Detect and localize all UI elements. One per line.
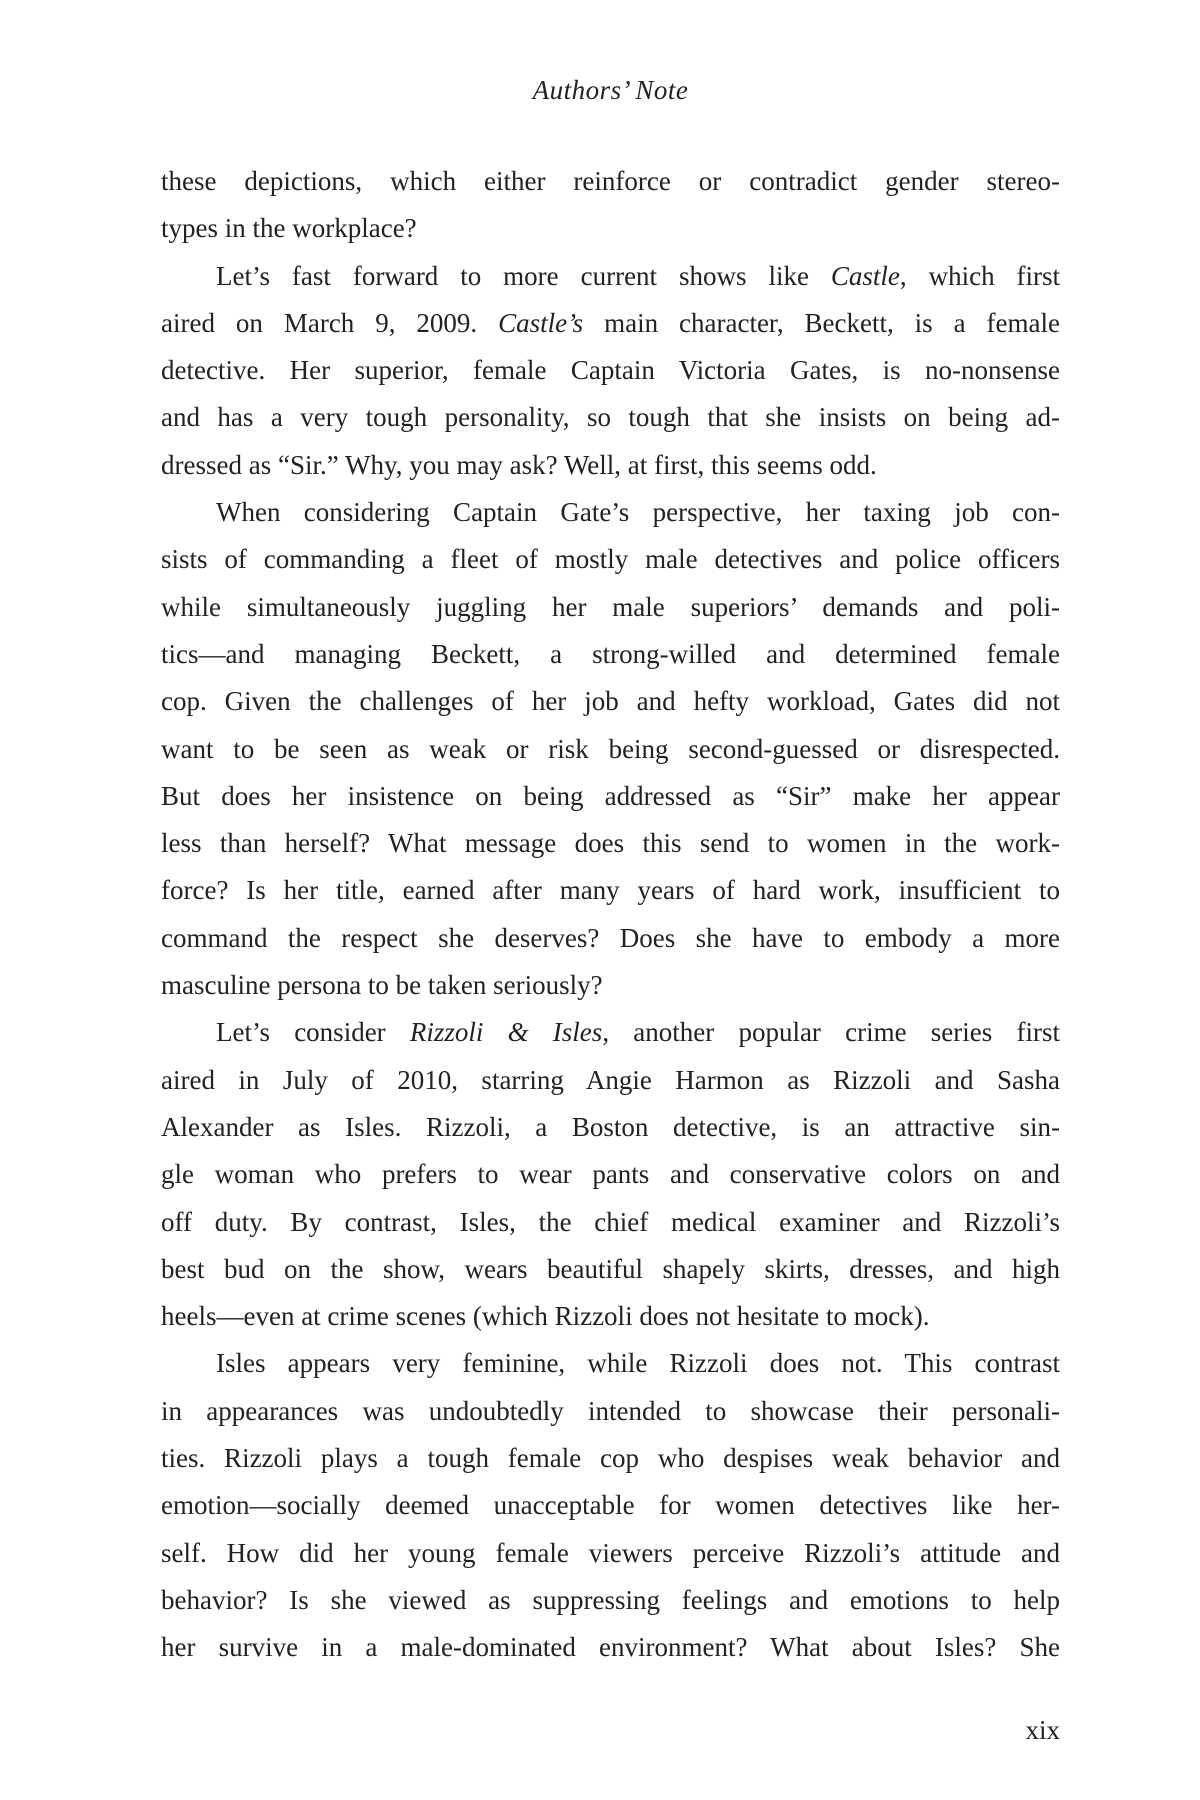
text-line [161,678,1060,725]
page-number: xix [1025,1715,1060,1745]
text-segment: want to be seen as weak or risk being second-guessed or disrespected. [161,733,1060,764]
text-line [161,1340,1060,1387]
text-segment: command the respect she deserves? Does she have to embody a more [161,922,1060,953]
text-segment: When considering Captain Gate’s perspective, her taxing job con- [216,497,1060,528]
text-segment: Isles appears very feminine, while Rizzoli does not. This contrast [216,1348,1060,1379]
text-line [161,1057,1060,1104]
text-line [161,1530,1060,1577]
italic-text-segment: Castle’s [498,307,584,338]
text-segment: and has a very tough personality, so tough that she insists on being ad- [161,402,1060,433]
text-line [161,1624,1060,1671]
text-segment: self. How did her young female viewers perceive Rizzoli’s attitude and [161,1537,1060,1568]
text-segment: , another popular crime series first [602,1017,1060,1048]
text-line [161,205,1060,252]
text-segment: behavior? Is she viewed as suppressing feelings and emotions to help [161,1584,1060,1615]
text-line [161,915,1060,962]
text-line [161,442,1060,489]
text-segment: Alexander as Isles. Rizzoli, a Boston detective, is an attractive sin- [161,1111,1060,1142]
text-segment: tics—and managing Beckett, a strong-willed and determined female [161,638,1060,669]
text-line [161,726,1060,773]
text-segment: heels—even at crime scenes (which Rizzoli does not hesitate to mock). [161,1301,930,1332]
text-line [161,820,1060,867]
text-segment: gle woman who prefers to wear pants and conservative colors on and [161,1159,1060,1190]
text-segment: less than herself? What message does this send to women in the work- [161,828,1060,859]
text-segment: her survive in a male-dominated environment? What about Isles? She [161,1632,1060,1663]
text-segment: But does her insistence on being addressed as “Sir” make her appear [161,780,1060,811]
text-line [161,962,1060,1009]
text-line [161,1482,1060,1529]
text-segment: detective. Her superior, female Captain Victoria Gates, is no-nonsense [161,355,1060,386]
text-line [161,1577,1060,1624]
text-line [161,773,1060,820]
chapter-header: Authors’ Note [532,75,689,105]
text-line [161,1246,1060,1293]
text-segment: masculine persona to be taken seriously? [161,970,603,1001]
text-line [161,347,1060,394]
text-segment: sists of commanding a fleet of mostly male detectives and police officers [161,544,1060,575]
text-line [161,1151,1060,1198]
text-line [161,394,1060,441]
text-line [161,584,1060,631]
text-segment: Let’s fast forward to more current shows like [216,260,831,291]
text-segment: ties. Rizzoli plays a tough female cop who despises weak behavior and [161,1443,1060,1474]
text-segment: emotion—socially deemed unacceptable for women detectives like her- [161,1490,1060,1521]
text-segment: while simultaneously juggling her male superiors’ demands and poli- [161,591,1060,622]
text-segment: cop. Given the challenges of her job and hefty workload, Gates did not [161,686,1060,717]
text-segment: , which first [899,260,1060,291]
text-line [161,536,1060,583]
text-line [161,158,1060,205]
text-line [161,1388,1060,1435]
text-segment: aired on March 9, 2009. [161,307,499,338]
text-line [161,253,1060,300]
text-segment: force? Is her title, earned after many years of hard work, insufficient to [161,875,1060,906]
text-segment: off duty. By contrast, Isles, the chief medical examiner and Rizzoli’s [161,1206,1060,1237]
text-line [161,300,1060,347]
text-line [161,489,1060,536]
text-line [161,867,1060,914]
text-segment: these depictions, which either reinforce or contradict gender stereo- [161,166,1060,196]
text-line [161,1435,1060,1482]
text-line [161,1104,1060,1151]
text-line [161,1199,1060,1246]
text-segment: in appearances was undoubtedly intended to showcase their personali- [161,1395,1060,1426]
text-segment: best bud on the show, wears beautiful shapely skirts, dresses, and high [161,1253,1060,1284]
text-line [161,631,1060,678]
text-line [161,1293,1060,1340]
text-segment: Let’s consider [216,1017,410,1048]
text-segment: types in the workplace? [161,213,417,244]
italic-text-segment: Castle [830,260,900,291]
text-segment: aired in July of 2010, starring Angie Harmon as Rizzoli and Sasha [161,1064,1060,1095]
body-text [161,158,1060,1672]
text-segment: dressed as “Sir.” Why, you may ask? Well, at first, this seems odd. [161,449,877,480]
text-segment: main character, Beckett, is a female [583,307,1060,338]
italic-text-segment: Rizzoli & Isles [409,1017,603,1048]
text-line [161,1009,1060,1056]
